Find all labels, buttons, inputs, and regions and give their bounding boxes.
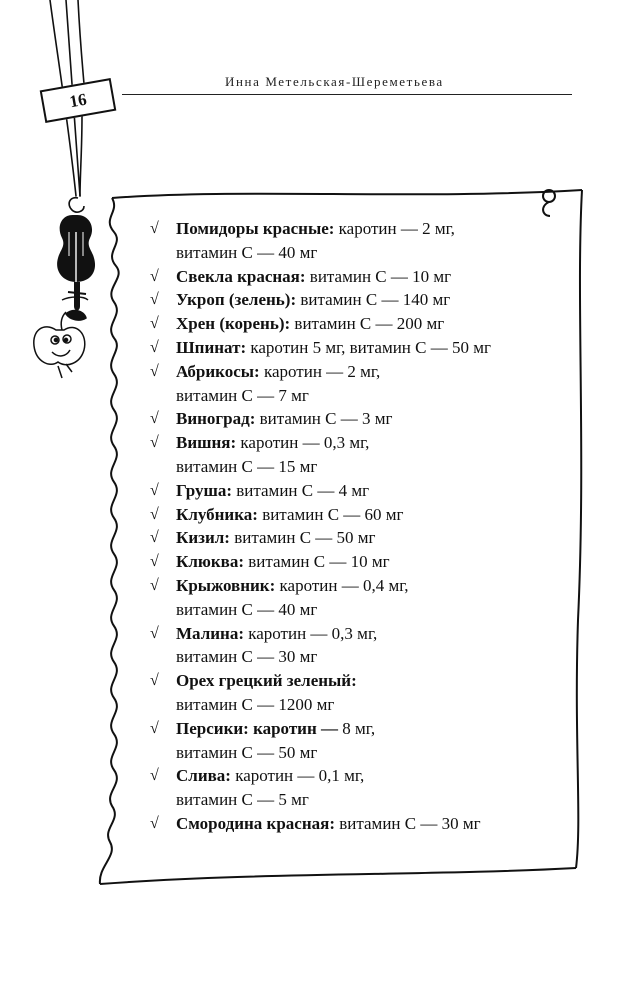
- item-first-line: [176, 574, 570, 598]
- item-values: витамин С — 10 мг: [244, 552, 390, 572]
- page-number-text: 16: [67, 89, 88, 111]
- item-name: Крыжовник:: [176, 575, 276, 595]
- item-first-line: [176, 217, 570, 241]
- list-item: [150, 479, 570, 503]
- item-name: Клюква:: [176, 552, 244, 572]
- check-icon: √: [150, 338, 159, 356]
- item-name: Помидоры красные:: [176, 219, 335, 238]
- check-icon: √: [150, 481, 159, 499]
- item-first-line: [176, 360, 570, 384]
- item-first-line: [176, 717, 570, 741]
- list-item: [150, 812, 570, 836]
- item-name: Смородина красная:: [176, 813, 335, 833]
- check-icon: √: [150, 362, 159, 380]
- check-icon: √: [150, 315, 159, 333]
- item-first-line: [176, 764, 570, 788]
- item-values-continued: витамин С — 30 мг: [176, 647, 318, 667]
- check-icon: √: [150, 529, 159, 547]
- item-name: Слива:: [176, 766, 231, 786]
- item-name: Малина:: [176, 623, 244, 643]
- check-icon: √: [150, 410, 159, 428]
- item-name: Клубника:: [176, 504, 258, 524]
- item-values-continued: витамин С — 7 мг: [176, 385, 309, 405]
- item-values: 8 мг,: [338, 718, 376, 738]
- list-item: [150, 550, 570, 574]
- item-first-line: [176, 526, 570, 550]
- item-values: витамин С — 140 мг: [296, 290, 451, 310]
- item-values: каротин — 2 мг,: [334, 219, 455, 238]
- item-values: каротин — 0,3 мг,: [236, 433, 370, 453]
- item-name: Шпинат:: [176, 337, 247, 357]
- list-item: [150, 431, 570, 479]
- item-first-line: [176, 550, 570, 574]
- item-first-line: [176, 503, 570, 527]
- check-icon: √: [150, 719, 159, 737]
- item-values-continued: витамин С — 1200 мг: [176, 694, 335, 714]
- list-item: [150, 360, 570, 408]
- nutrient-list: [150, 217, 570, 836]
- check-icon: √: [150, 672, 159, 690]
- item-name: Виноград:: [176, 409, 256, 429]
- check-icon: √: [150, 553, 159, 571]
- list-item: [150, 574, 570, 622]
- item-name: Свекла красная:: [176, 266, 306, 286]
- list-item: [150, 288, 570, 312]
- item-values: витамин С — 3 мг: [255, 409, 393, 429]
- item-first-line: [176, 407, 570, 431]
- item-first-line: [176, 669, 570, 693]
- item-first-line: [176, 479, 570, 503]
- list-item: [150, 312, 570, 336]
- list-item: [150, 407, 570, 431]
- item-values-continued: витамин С — 40 мг: [176, 599, 318, 619]
- list-item: [150, 217, 570, 265]
- list-item: [150, 669, 570, 717]
- item-name: Хрен (корень):: [176, 314, 291, 334]
- running-title: Инна Метельская-Шереметьева: [225, 74, 444, 89]
- list-item: [150, 717, 570, 765]
- item-name: Персики: каротин —: [176, 718, 339, 738]
- item-values: каротин 5 мг, витамин С — 50 мг: [246, 337, 491, 357]
- item-first-line: [176, 265, 570, 289]
- item-first-line: [176, 288, 570, 312]
- check-icon: √: [150, 505, 159, 523]
- item-values: витамин С — 30 мг: [335, 813, 481, 833]
- check-icon: √: [150, 767, 159, 785]
- item-name: Кизил:: [176, 528, 230, 548]
- item-first-line: [176, 812, 570, 836]
- item-name: Груша:: [176, 480, 232, 500]
- item-name: Орех грецкий зеленый:: [176, 671, 357, 691]
- item-name: Абрикосы:: [176, 361, 260, 381]
- item-values: витамин С — 60 мг: [257, 504, 404, 524]
- pin-icon: [543, 190, 555, 216]
- item-values: каротин — 2 мг,: [259, 361, 381, 381]
- item-values: витамин С — 10 мг: [305, 266, 452, 286]
- apple-icon: [34, 311, 86, 378]
- item-first-line: [176, 622, 570, 646]
- item-first-line: [176, 336, 570, 360]
- check-icon: √: [150, 220, 159, 237]
- item-first-line: [176, 312, 570, 336]
- item-values: каротин — 0,1 мг,: [230, 766, 365, 786]
- check-icon: √: [150, 624, 159, 642]
- list-item: [150, 503, 570, 527]
- item-values-continued: витамин С — 5 мг: [176, 790, 309, 810]
- list-item: [150, 265, 570, 289]
- item-name: Вишня:: [176, 433, 237, 453]
- check-icon: √: [150, 576, 159, 594]
- header-rule: [122, 94, 572, 95]
- item-name: Укроп (зелень):: [176, 290, 297, 310]
- list-item: [150, 526, 570, 550]
- item-first-line: [176, 431, 570, 455]
- check-icon: √: [150, 434, 159, 452]
- item-values: витамин С — 4 мг: [232, 480, 370, 500]
- check-icon: √: [150, 814, 159, 832]
- item-values: витамин С — 200 мг: [290, 314, 445, 334]
- violin-icon: [57, 198, 95, 311]
- item-values: витамин С — 50 мг: [229, 528, 376, 548]
- list-item: [150, 336, 570, 360]
- list-item: [150, 764, 570, 812]
- check-icon: √: [150, 267, 159, 285]
- item-values-continued: витамин С — 50 мг: [176, 742, 318, 762]
- item-values-continued: витамин С — 15 мг: [176, 456, 318, 476]
- list-item: [150, 622, 570, 670]
- item-values-continued: витамин С — 40 мг: [176, 242, 318, 262]
- check-icon: √: [150, 291, 159, 309]
- item-values: каротин — 0,3 мг,: [243, 623, 378, 643]
- item-values: каротин — 0,4 мг,: [275, 575, 409, 595]
